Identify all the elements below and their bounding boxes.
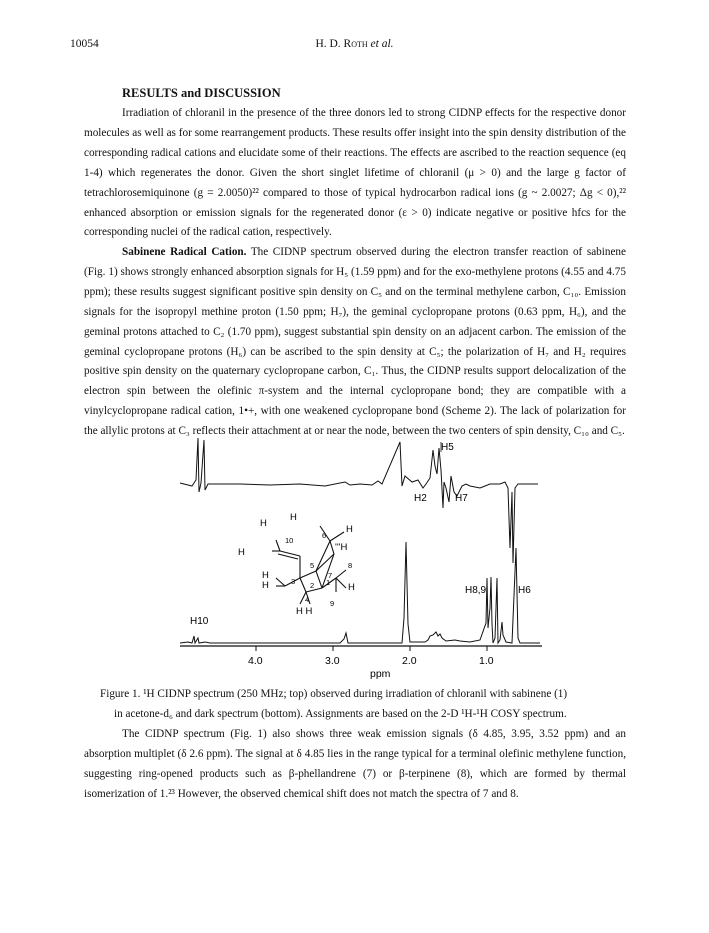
paragraph-3 xyxy=(84,725,626,805)
running-head-author: H. D. Roth xyxy=(315,38,368,50)
svg-text:1: 1 xyxy=(326,578,331,587)
paragraph-2-text: The CIDNP spectrum observed during the electron transfer reaction of sabinene (Fig. 1) shows strongly enhanced absorption signals for H₅ (1.59 ppm) and for the exo-methylene protons (4.55 and 4.75 ppm); these results suggest significant positive spin density on C₅ and on the terminal methylene carbon, C₁₀. Emission signals for the isopropyl methine proton (1.50 ppm; H₇), the geminal cyclopropane protons (0.63 ppm, H₆), and the geminal protons attached to C₂ (1.70 ppm), suggest substantial spin density on an adjacent carbon. The emission of the geminal cyclopropane protons (H₆) can be ascribed to the spin density at C₅; the polarization of H₇ and H₂ requires positive spin density on the quaternary cyclopropane carbon, C₁. Thus, the CIDNP results support delocalization of the electron spin between the olefinic π-system and the internal cyclopropane bond; they are compatible with a vinylcyclopropane radical cation, 1•+, with one weakened cyclopropane bond (Scheme 2). The lack of polarization for the allylic protons at C₃ reflects their attachment at or near the node, between the two centers of spin density, C₁₀ and C₅. xyxy=(84,246,626,438)
svg-text:6: 6 xyxy=(322,531,327,540)
axis-tick-4: 4.0 xyxy=(248,655,263,667)
svg-text:H: H xyxy=(290,512,297,523)
paragraph-3-text: The CIDNP spectrum (Fig. 1) also shows three weak emission signals (δ 4.85, 3.95, 3.52 ppm) and an absorption multiplet (δ 2.6 ppm). The signal at δ 4.85 lies in the range typical for a terminal olefinic methylene function, suggesting ring-opened products such as β-phellandrene (7) or β-terpinene (8), which are formed by thermal isomerization of 1.²³ However, the observed chemical shift does not match the spectra of 7 and 8. xyxy=(84,728,626,800)
svg-text:H: H xyxy=(238,547,245,558)
svg-text:H: H xyxy=(260,518,267,529)
paragraph-2-heading: Sabinene Radical Cation. xyxy=(122,246,247,258)
axis-tick-3: 3.0 xyxy=(325,655,340,667)
svg-text:9: 9 xyxy=(330,599,335,608)
svg-text:H: H xyxy=(348,582,355,593)
label-h10: H10 xyxy=(190,616,209,627)
sabinene-atom-labels xyxy=(238,512,355,617)
cidnp-spectrum-figure xyxy=(150,428,550,683)
svg-text:'''H: '''H xyxy=(335,542,348,553)
caption-line-2: in acetone-d₆ and dark spectrum (bottom). Assignments are based on the 2-D ¹H-¹H COSY spectrum. xyxy=(114,707,567,720)
paragraph-1 xyxy=(84,104,626,243)
cidnp-top-trace xyxy=(180,438,538,563)
paragraph-1-text: Irradiation of chloranil in the presence of the three donors led to strong CIDNP effects for the respective donor molecules as well as for some rearrangement products. These results offer insight into the spin density distribution of the corresponding radical cations and elucidate some of their reactions. The effects are ascribed to the reaction sequence (eq 1-4) which regenerates the donor. Given the short singlet lifetime of chloranil (μ > 0) and the large g factor of tetrachlorosemiquinone (g = 2.0050)²² compared to those of typical hydrocarbon radical ions (g ~ 2.0027; Δg < 0),²² enhanced absorption or emission signals for the regenerated donor (ε > 0) indicate negative or positive hfcs for the corresponding nuclei of the radical cation, respectively. xyxy=(84,107,626,239)
running-head-etal: et al. xyxy=(370,38,394,50)
svg-text:H: H xyxy=(346,524,353,535)
svg-text:H: H xyxy=(262,570,269,581)
svg-text:2: 2 xyxy=(310,581,315,590)
label-h2: H2 xyxy=(414,493,427,504)
label-h89: H8,9 xyxy=(465,585,487,596)
label-h6: H6 xyxy=(518,585,531,596)
page-number: 10054 xyxy=(70,38,99,50)
svg-text:5: 5 xyxy=(310,561,315,570)
caption-line-1: Figure 1. ¹H CIDNP spectrum (250 MHz; top) observed during irradiation of chloranil with sabinene (1) xyxy=(100,688,568,700)
svg-text:10: 10 xyxy=(285,536,294,545)
label-h5: H5 xyxy=(441,442,454,453)
sabinene-structure xyxy=(272,526,346,604)
section-title: RESULTS and DISCUSSION xyxy=(122,86,281,100)
axis-label: ppm xyxy=(370,668,391,680)
axis-tick-2: 2.0 xyxy=(402,655,417,667)
running-head xyxy=(0,38,709,50)
svg-text:7: 7 xyxy=(328,571,333,580)
label-h7: H7 xyxy=(455,493,468,504)
axis-tick-1: 1.0 xyxy=(479,655,494,667)
svg-text:H H: H H xyxy=(296,606,313,617)
figure-caption xyxy=(100,685,620,725)
svg-text:8: 8 xyxy=(348,561,353,570)
svg-text:H: H xyxy=(262,580,269,591)
svg-text:4: 4 xyxy=(305,595,310,604)
paragraph-2 xyxy=(84,243,626,442)
svg-text:3: 3 xyxy=(291,577,296,586)
